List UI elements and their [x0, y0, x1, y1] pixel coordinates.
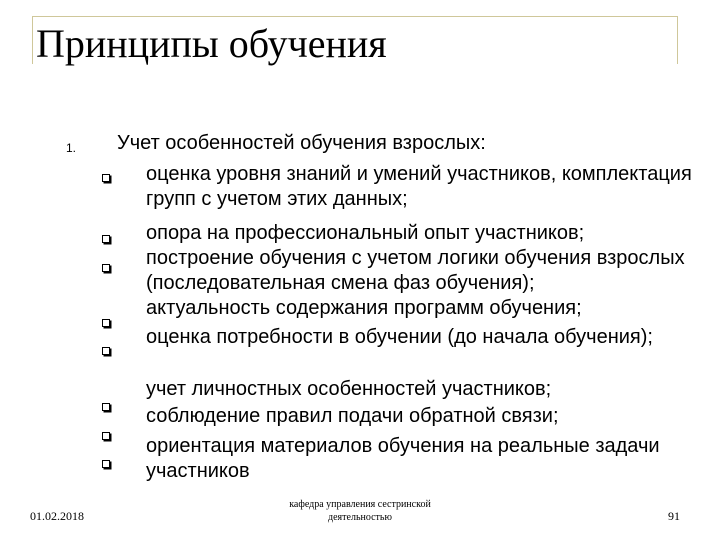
footer-date: 01.02.2018 — [30, 509, 84, 523]
square-bullet-icon — [102, 347, 110, 355]
list-item: соблюдение правил подачи обратной связи; — [146, 405, 559, 427]
list-item: опора на профессиональный опыт участников; — [146, 222, 585, 244]
title-frame-right-border — [677, 16, 678, 64]
square-bullet-icon — [102, 432, 110, 440]
square-bullet-icon — [102, 319, 110, 327]
list-number: 1. — [66, 141, 77, 155]
title-frame-left-border — [32, 16, 33, 64]
list-item: актуальность содержания программ обучения; — [146, 297, 582, 319]
list-heading: Учет особенностей обучения взрослых: — [117, 132, 486, 154]
footer-page-number: 91 — [668, 509, 680, 523]
list-item: оценка уровня знаний и умений участников, комплектация групп с учетом этих данных; — [146, 163, 692, 210]
square-bullet-icon — [102, 174, 110, 182]
list-item: учет личностных особенностей участников; — [146, 378, 552, 400]
square-bullet-icon — [102, 403, 110, 411]
list-item: ориентация материалов обучения на реальные задачи участников — [146, 435, 660, 482]
square-bullet-icon — [102, 235, 110, 243]
slide-title: Принципы обучения — [36, 21, 387, 66]
footer-department: кафедра управления сестринской деятельностью — [289, 499, 431, 523]
square-bullet-icon — [102, 264, 110, 272]
list-item: построение обучения с учетом логики обучения взрослых (последовательная смена фаз обучения); — [146, 247, 685, 294]
square-bullet-icon — [102, 460, 110, 468]
list-item: оценка потребности в обучении (до начала обучения); — [146, 326, 653, 348]
title-frame-top-border — [32, 16, 678, 17]
